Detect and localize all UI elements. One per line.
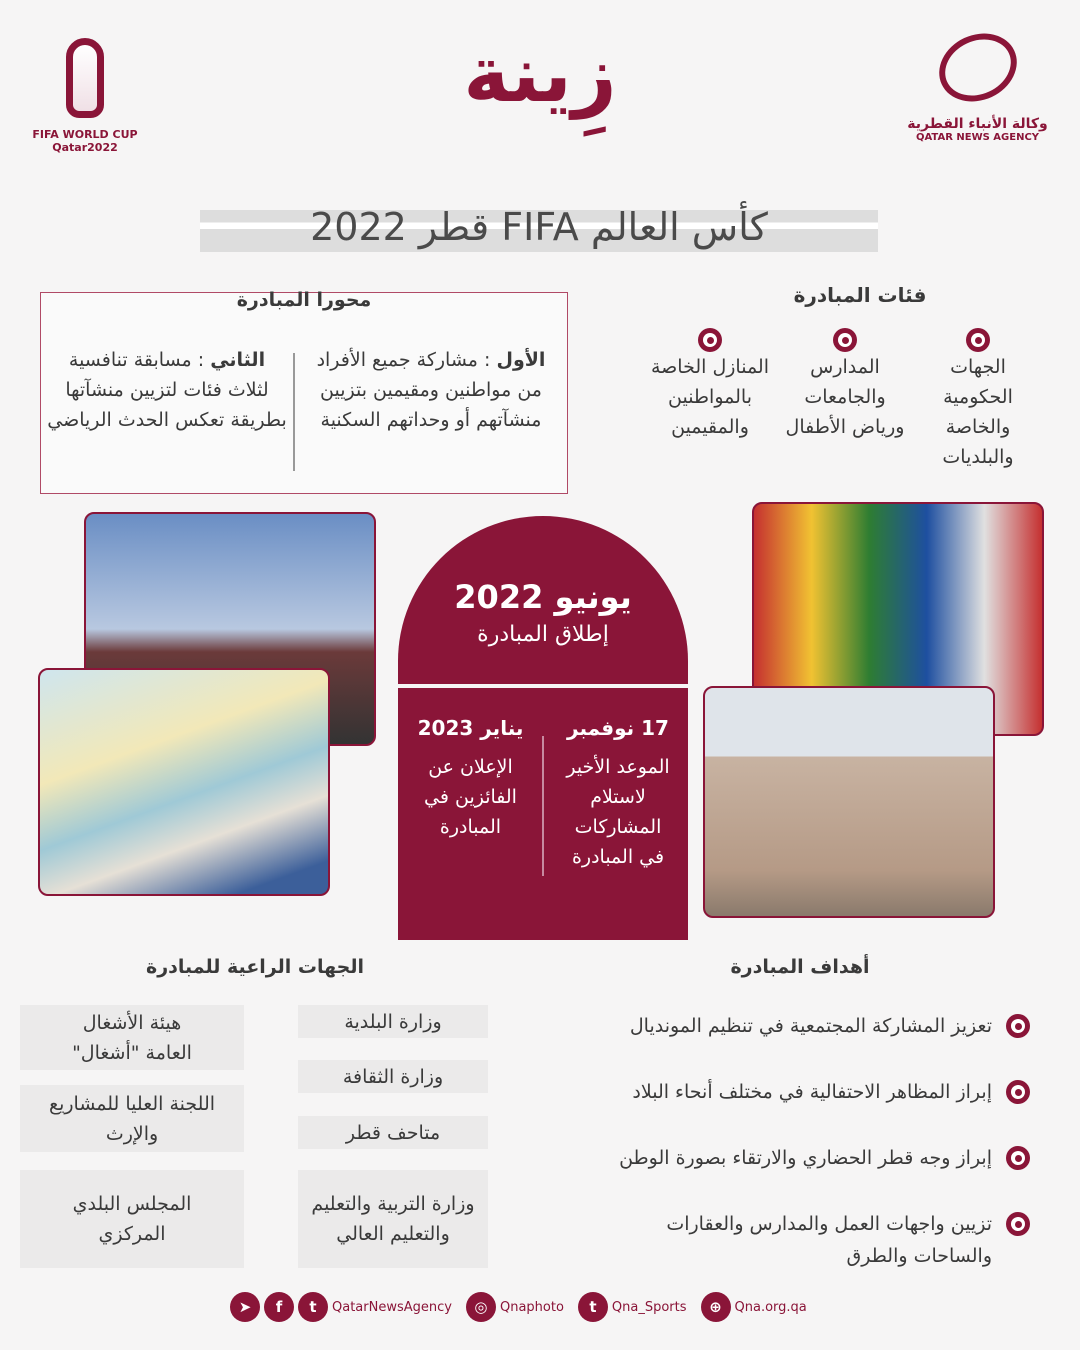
winners-date: يناير 2023 [417, 716, 524, 740]
axes-divider [293, 353, 295, 471]
goals-heading: أهداف المبادرة [730, 956, 870, 978]
subtitle: كأس العالم FIFA قطر 2022 [310, 205, 768, 249]
website-link[interactable]: Qna.org.qa [734, 1299, 807, 1315]
social-website[interactable] [701, 1292, 807, 1322]
launch-panel [398, 516, 688, 684]
bullet-ring-icon [1006, 1146, 1030, 1170]
bullet-ring-icon [833, 328, 857, 352]
goal-item: تزيين واجهات العمل والمدارس والعقارات والساحات والطرق [550, 1208, 1030, 1272]
qna-logo [905, 35, 1050, 143]
deadline-label: الموعد الأخير لاستلام المشاركات في المبادرة [566, 756, 670, 868]
social-footer [230, 1292, 807, 1322]
winners-block [398, 716, 543, 842]
goal-item: تعزيز المشاركة المجتمعية في تنظيم المونديال [550, 1010, 1030, 1042]
sponsor-item: هيئة الأشغال العامة "أشغال" [20, 1005, 244, 1070]
axes-box [40, 289, 568, 494]
bullet-ring-icon [1006, 1014, 1030, 1038]
twitter-sports-handle[interactable]: Qna_Sports [611, 1299, 687, 1315]
axis-first: الأول : مشاركة جميع الأفراد من مواطنين ومقيمين بتزيين منشآتهم أو وحداتهم السكنية [316, 349, 546, 431]
axes-heading: محورا المبادرة [236, 289, 372, 311]
social-twitter-sports[interactable] [578, 1292, 687, 1322]
category-item: المدارس والجامعات ورياض الأطفال [785, 328, 905, 442]
bullet-ring-icon [966, 328, 990, 352]
photo-street-decorations [38, 668, 330, 896]
twitter-icon[interactable]: t [298, 1292, 328, 1322]
sponsor-item: وزارة الثقافة [298, 1060, 488, 1093]
globe-icon[interactable]: ⊕ [701, 1292, 731, 1322]
qna-logo-arabic: وكالة الأنباء القطرية [907, 116, 1048, 132]
social-instagram[interactable] [466, 1292, 564, 1322]
sponsor-item: اللجنة العليا للمشاريع والإرث [20, 1085, 244, 1152]
instagram-icon[interactable]: ◎ [466, 1292, 496, 1322]
category-item: المنازل الخاصة بالمواطنين والمقيمين [650, 328, 770, 442]
sponsor-item: وزارة التربية والتعليم والتعليم العالي [298, 1170, 488, 1268]
dates-panel [398, 688, 688, 940]
bullet-ring-icon [1006, 1212, 1030, 1236]
twitter-icon[interactable]: t [578, 1292, 608, 1322]
launch-label: إطلاق المبادرة [477, 622, 609, 647]
social-main[interactable] [230, 1292, 452, 1322]
fifa-logo-text: FIFA WORLD CUP Qatar2022 [32, 128, 138, 154]
sponsors-heading: الجهات الراعية للمبادرة [146, 956, 364, 978]
sponsor-item: وزارة البلدية [298, 1005, 488, 1038]
winners-label: الإعلان عن الفائزين في المبادرة [424, 756, 517, 838]
facebook-icon[interactable]: f [264, 1292, 294, 1322]
bullet-ring-icon [698, 328, 722, 352]
photo-stadium-building [703, 686, 995, 918]
qna-emblem-icon [928, 21, 1028, 114]
goal-item: إبراز وجه قطر الحضاري والارتقاء بصورة الوطن [550, 1142, 1030, 1174]
categories-heading: فئات المبادرة [793, 283, 927, 307]
page-title: زِينة [463, 30, 617, 120]
instagram-handle[interactable]: Qnaphoto [499, 1299, 564, 1315]
sponsor-item: المجلس البلدي المركزي [20, 1170, 244, 1268]
bullet-ring-icon [1006, 1080, 1030, 1104]
qna-logo-english: QATAR NEWS AGENCY [915, 132, 1040, 143]
goal-item: إبراز المظاهر الاحتفالية في مختلف أنحاء البلاد [550, 1076, 1030, 1108]
category-item: الجهات الحكومية والخاصة والبلديات [918, 328, 1038, 472]
axis-second: الثاني : مسابقة تنافسية لثلاث فئات لتزيين منشآتها بطريقة تعكس الحدث الرياضي [47, 349, 287, 431]
launch-date: يونيو 2022 [454, 578, 632, 616]
deadline-date: 17 نوفمبر [567, 716, 669, 740]
sponsor-item: متاحف قطر [298, 1116, 488, 1149]
deadline-block [548, 716, 688, 872]
telegram-icon[interactable]: ➤ [230, 1292, 260, 1322]
handle-main[interactable]: QatarNewsAgency [332, 1299, 452, 1315]
